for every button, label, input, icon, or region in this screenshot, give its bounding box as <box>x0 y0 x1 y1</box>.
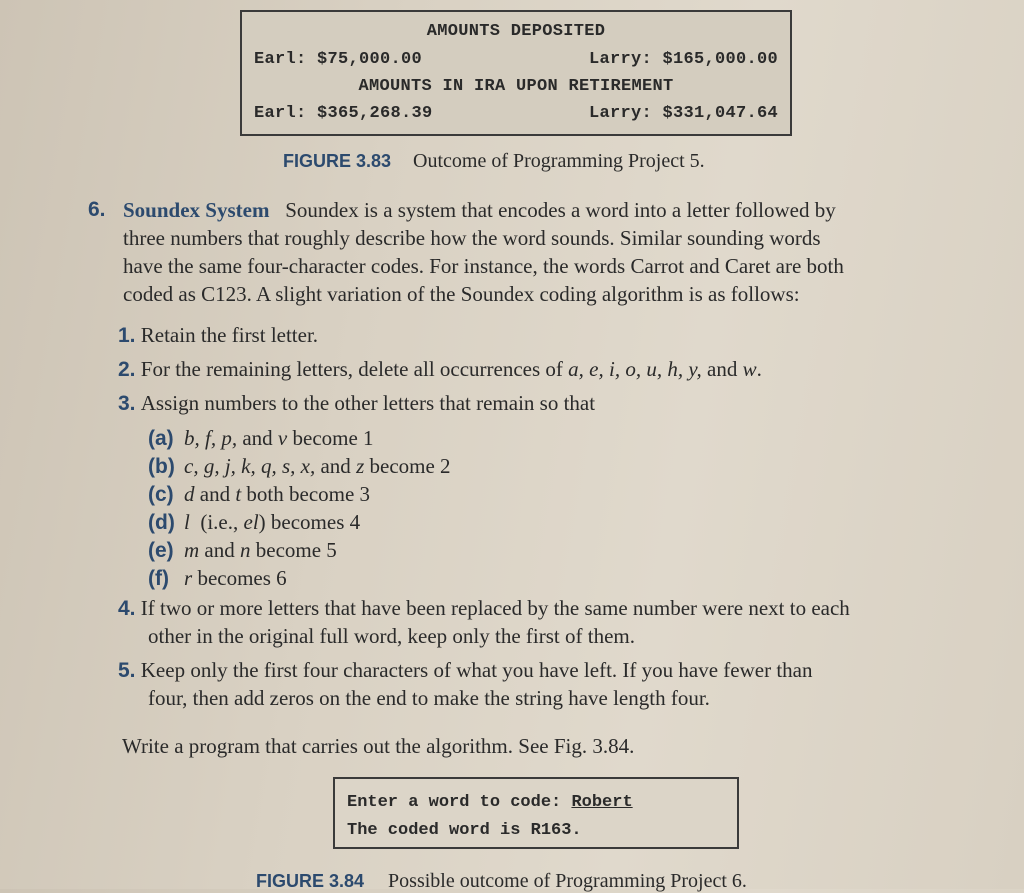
letter: n <box>240 538 251 562</box>
substep-text: and <box>237 426 278 450</box>
substep-f <box>148 566 287 591</box>
problem-number: 6. <box>88 198 106 221</box>
figure-text: Possible outcome of Programming Project 6. <box>388 870 747 892</box>
substep-a <box>148 426 374 451</box>
larry-ira: Larry: $331,047.64 <box>588 104 778 123</box>
problem-text-4: coded as C123. A slight variation of the Soundex coding algorithm is as follows: <box>123 282 800 306</box>
substep-text: becomes 6 <box>192 566 287 590</box>
letter: el <box>243 510 259 534</box>
step-number: 2. <box>118 358 136 381</box>
prompt-line <box>347 793 633 812</box>
problem-line-1 <box>123 196 836 224</box>
step-text: Keep only the first four characters of what you have left. If you have fewer than <box>140 658 813 682</box>
substep-label: (c) <box>148 483 174 506</box>
problem-title: Soundex System <box>123 198 270 222</box>
substep-text: become 1 <box>287 426 374 450</box>
substep-text: and <box>194 482 236 506</box>
step-number: 5. <box>118 659 136 682</box>
figure-label: FIGURE 3.84 <box>256 871 365 891</box>
letter: r <box>184 566 193 590</box>
substep-label: (a) <box>148 427 174 450</box>
figure-label: FIGURE 3.83 <box>283 151 392 171</box>
amounts-deposited-heading: AMOUNTS DEPOSITED <box>426 22 606 41</box>
substep-label: (e) <box>148 539 174 562</box>
substep-text: both become 3 <box>241 482 371 506</box>
figure-caption-3-84 <box>256 870 747 893</box>
step-text: If two or more letters that have been replaced by the same number were next to each <box>140 596 850 620</box>
step-4 <box>118 596 850 621</box>
substep-label: (d) <box>148 511 175 534</box>
letter: d <box>184 482 195 506</box>
earl-ira: Earl: $365,268.39 <box>254 104 433 123</box>
step-number: 1. <box>118 324 136 347</box>
ira-retirement-heading: AMOUNTS IN IRA UPON RETIREMENT <box>358 77 674 96</box>
substep-label: (b) <box>148 455 175 478</box>
output-box-project-6 <box>333 777 739 849</box>
step-2 <box>118 357 762 382</box>
output-box-project-5 <box>240 10 792 136</box>
step-4-continued: other in the original full word, keep only the first of them. <box>148 624 635 648</box>
letter: m <box>184 538 200 562</box>
larry-deposit: Larry: $165,000.00 <box>588 50 778 69</box>
figure-text: Outcome of Programming Project 5. <box>413 150 705 172</box>
letter: w <box>742 357 757 381</box>
step-3 <box>118 391 595 416</box>
substep-b <box>148 454 451 479</box>
substep-text: become 5 <box>250 538 337 562</box>
problem-text-2: three numbers that roughly describe how the word sounds. Similar sounding words <box>123 226 821 250</box>
problem-text-1: Soundex is a system that encodes a word into a letter followed by <box>285 198 836 222</box>
user-input: Robert <box>571 793 633 812</box>
substep-text: ) becomes 4 <box>258 510 361 534</box>
closing-instruction: Write a program that carries out the algorithm. See Fig. 3.84. <box>122 734 635 758</box>
figure-caption-3-83 <box>283 150 705 173</box>
substep-c <box>148 482 370 507</box>
step-5-continued: four, then add zeros on the end to make the string have length four. <box>148 686 710 710</box>
letters: a, e, i, o, u, h, y, <box>568 357 702 381</box>
earl-deposit: Earl: $75,000.00 <box>254 50 423 69</box>
substep-text: (i.e., <box>189 510 244 534</box>
substep-text: and <box>199 538 240 562</box>
step-text: For the remaining letters, delete all occurrences of <box>140 357 569 381</box>
step-number: 3. <box>118 392 136 415</box>
letter: t <box>235 482 242 506</box>
letter: l <box>184 510 190 534</box>
step-text: and <box>701 357 743 381</box>
result-line: The coded word is R163. <box>347 821 582 840</box>
letter: z <box>356 454 365 478</box>
substep-text: and <box>315 454 357 478</box>
step-text: Assign numbers to the other letters that remain so that <box>140 391 596 415</box>
step-text: . <box>756 357 762 381</box>
letter: v <box>277 426 288 450</box>
problem-text-3: have the same four-character codes. For instance, the words Carrot and Caret are both <box>123 254 844 278</box>
step-text: Retain the first letter. <box>140 323 319 347</box>
letters: c, g, j, k, q, s, x, <box>184 454 316 478</box>
substep-d <box>148 510 360 535</box>
substep-text: become 2 <box>364 454 451 478</box>
substep-e <box>148 538 337 563</box>
step-number: 4. <box>118 597 136 620</box>
letters: b, f, p, <box>184 426 238 450</box>
substep-label: (f) <box>148 567 169 590</box>
step-1 <box>118 323 318 348</box>
step-5 <box>118 658 813 683</box>
prompt-text: Enter a word to code: <box>347 793 572 812</box>
